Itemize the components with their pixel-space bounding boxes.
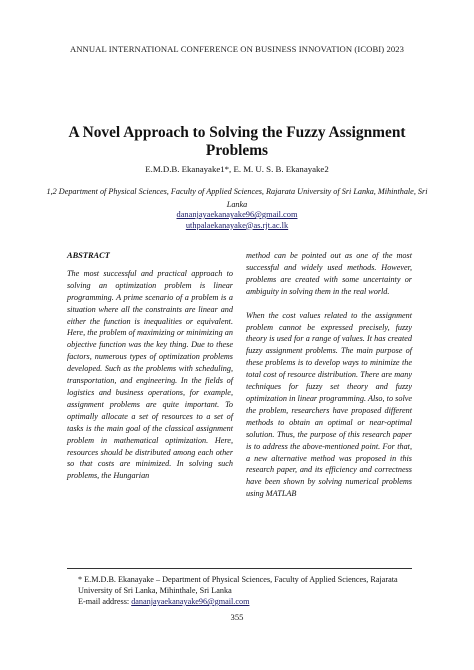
- abstract-right-column: [246, 250, 412, 500]
- abstract-left-column: [67, 250, 233, 482]
- footnote: [78, 574, 408, 607]
- email-link-1[interactable]: dananjayaekanayake96@gmail.com: [176, 210, 298, 219]
- abstract-paragraph-1: The most successful and practical approach to solving an optimization problem is linear programming. A prime scenario of a problem is a situation where all the constraints are linear and either the function is inequalities or equivalent. Here, the problem of maximizing or minimizing an objective function was the key thing. Due to these factors, numerous types of optimization problems developed. Such as the problems with scheduling, transportation, and engineering. In the fields of logistics and business operations, for example, assignment problems are quite important. To optimally allocate a set of resources to a set of tasks is the main goal of the classical assignment problem in mathematical optimization. Here, resources should be distributed among each other so that costs are minimized. In solving such problems, the Hungarian: [67, 268, 233, 481]
- running-header: ANNUAL INTERNATIONAL CONFERENCE ON BUSINESS INNOVATION (ICOBI) 2023: [69, 44, 405, 54]
- abstract-paragraph-2: method can be pointed out as one of the most successful and widely used methods. However, problems are created with some uncertainty or ambiguity in solving them in the real world.: [246, 251, 412, 296]
- author-list: E.M.D.B. Ekanayake1*, E. M. U. S. B. Ekanayake2: [145, 164, 329, 174]
- paper-title: A Novel Approach to Solving the Fuzzy Assignment Problems: [68, 124, 406, 159]
- author-emails: [0, 210, 474, 231]
- footnote-divider: [67, 568, 412, 569]
- affiliation: 1,2 Department of Physical Sciences, Faculty of Applied Sciences, Rajarata University of Sri Lanka, Mihinthale, Sri Lanka: [46, 187, 428, 209]
- abstract-heading: ABSTRACT: [67, 251, 110, 260]
- abstract-paragraph-3: When the cost values related to the assignment problem cannot be expressed precisely, fuzzy theory is used for a range of values. It has created fuzzy assignment problems. The main purpose of these problems is to develop ways to minimize the total cost of resource distribution. There are many techniques for fuzzy set theory and fuzzy optimization in linear programming. Also, to solve the problem, researchers have proposed different methods to obtain an optimal or near-optimal solution. Thus, the purpose of this research paper is to address the above-mentioned point. For that, a new alternative method was proposed in this research paper, and its efficiency and correctness have been shown by solving numerical problems using MATLAB: [246, 310, 412, 499]
- footnote-email-line: [78, 596, 408, 607]
- footnote-email-label: E-mail address:: [78, 597, 130, 606]
- footnote-email-link[interactable]: dananjayaekanayake96@gmail.com: [131, 597, 250, 606]
- email-link-2[interactable]: uthpalaekanayake@as.rjt.ac.lk: [185, 220, 289, 230]
- footnote-text: * E.M.D.B. Ekanayake – Department of Physical Sciences, Faculty of Applied Sciences, Rajarata University of Sri Lanka, Mihinthale, Sri Lanka: [78, 575, 398, 595]
- page-number: 355: [230, 612, 244, 622]
